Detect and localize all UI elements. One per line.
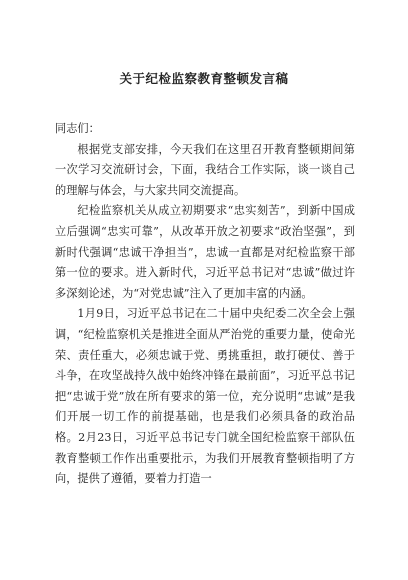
- document-title: 关于纪检监察教育整顿发言稿: [119, 71, 289, 86]
- greeting: 同志们：: [55, 122, 100, 135]
- document-body: [55, 119, 355, 490]
- paragraph-3: 1月9日，习近平总书记在二十届中央纪委二次全会上强调，“纪检监察机关是推进全面从严治党的重要力量，使命光荣、责任重大，必须忠诚于党、勇挑重担，敢打硬仗、善于斗争，在攻坚战持久战中始终冲锋在最前面”，习近平总书记把“忠诚于党”放在所有要求的第一位，充分说明“忠诚”是我们开展一切工作的前提基础，也是我们必须具备的政治品格。2月23日，习近平总书记专门就全国纪检监察干部队伍教育整顿工作作出重要批示，为我们开展教育整顿指明了方向，提供了遵循，要着力打造一: [55, 307, 355, 486]
- paragraph-1: 根据党支部安排，今天我们在这里召开教育整顿期间第一次学习交流研讨会，下面，我结合工作实际，谈一谈自己的理解与体会，与大家共同交流提高。: [55, 142, 355, 197]
- paragraph-2: 纪检监察机关从成立初期要求“忠实刻苦”，到新中国成立后强调“忠实可靠”，从改革开放之初要求“政治坚强”，到新时代强调“忠诚干净担当”，忠诚一直都是对纪检监察干部第一位的要求。进入新时代，习近平总书记对“忠诚”做过许多深刻论述，为“对党忠诚”注入了更加丰富的内涵。: [55, 204, 355, 300]
